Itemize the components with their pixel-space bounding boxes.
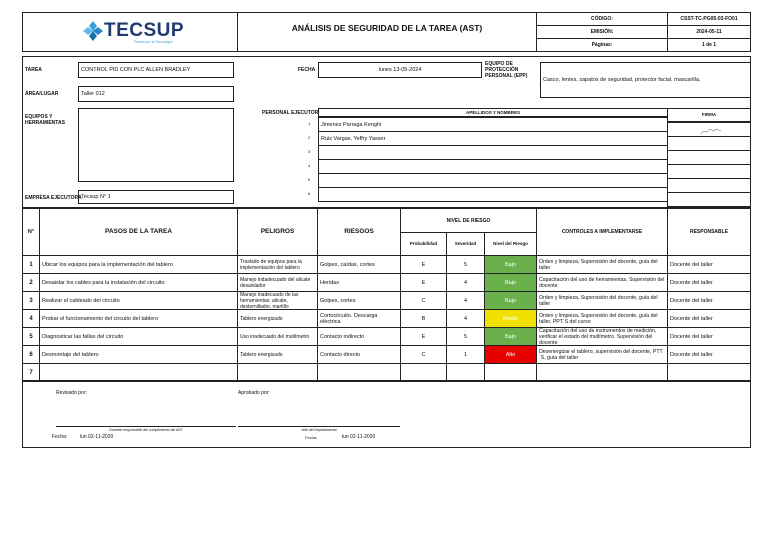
emision-value: 2024-05-11 bbox=[667, 25, 751, 39]
row-responsable: Docente del taller bbox=[667, 255, 751, 274]
row-nivel-riesgo: Bajo bbox=[484, 291, 537, 310]
row-nivel-riesgo: Medio bbox=[484, 309, 537, 328]
th-riesgos: RIESGOS bbox=[317, 208, 401, 256]
logo-tagline: Pasión por la Tecnología bbox=[134, 40, 173, 44]
equipos-box bbox=[78, 108, 234, 182]
paginas-label: Páginas: bbox=[536, 38, 668, 52]
row-severidad: 4 bbox=[446, 273, 485, 292]
th-nivel: NIVEL DE RIESGO bbox=[400, 208, 537, 233]
personal-row-number: 1 bbox=[308, 121, 311, 126]
row-responsable: Docente del taller bbox=[667, 309, 751, 328]
th-probabilidad: Probabilidad bbox=[400, 232, 447, 256]
row-peligro: Traslado de equipos para la implementación del tablero bbox=[237, 255, 318, 274]
row-probabilidad: C bbox=[400, 291, 447, 310]
row-riesgo: Contacto indirecto bbox=[317, 327, 401, 346]
row-number: 4 bbox=[22, 309, 40, 328]
footer-fecha-1: lun 02-11-2020 bbox=[80, 434, 114, 440]
row-severidad: 4 bbox=[446, 291, 485, 310]
row-nivel-riesgo: Bajo bbox=[484, 273, 537, 292]
personal-row-name: Jimenez Parraga Kenghi bbox=[318, 117, 668, 132]
row-number: 2 bbox=[22, 273, 40, 292]
row-control: Orden y limpieza, Supervisión del docente, guía del taller bbox=[536, 291, 668, 310]
personal-row-number: 4 bbox=[308, 163, 311, 168]
aprobado-label: Aprobado por: bbox=[238, 390, 270, 396]
row-peligro: Tablero energizado bbox=[237, 309, 318, 328]
row-responsable: Docente del taller bbox=[667, 273, 751, 292]
empresa-value: Tecsup N° 1 bbox=[78, 190, 234, 204]
row-paso: Probar el funcionamiento del circuito del tablero bbox=[39, 309, 238, 328]
tecsup-logo bbox=[82, 20, 192, 46]
row-riesgo: Contacto directo bbox=[317, 345, 401, 364]
row-nivel-riesgo: Alto bbox=[484, 345, 537, 364]
th-pasos: PASOS DE LA TAREA bbox=[39, 208, 238, 256]
row-number: 7 bbox=[22, 363, 40, 382]
personal-row-firma bbox=[667, 164, 751, 179]
row-responsable: Docente del taller bbox=[667, 291, 751, 310]
personal-row-number: 5 bbox=[308, 177, 311, 182]
th-responsable: RESPONSABLE bbox=[667, 208, 751, 256]
row-riesgo: Heridas bbox=[317, 273, 401, 292]
equipos-label: EQUIPOS Y HERRAMIENTAS bbox=[25, 114, 65, 126]
row-paso: Ubicar los equipos para la implementación del tablero bbox=[39, 255, 238, 274]
firma-header: FIRMA bbox=[667, 108, 751, 122]
row-peligro: Manejo inadecuado de las herramientas: alicate, destornillador, martillo bbox=[237, 291, 318, 310]
footer-fecha-label-1: Fecha: bbox=[52, 434, 68, 440]
row-severidad: 5 bbox=[446, 255, 485, 274]
personal-row-firma bbox=[667, 136, 751, 151]
revisado-label: Revisado por: bbox=[56, 390, 87, 396]
row-number: 1 bbox=[22, 255, 40, 274]
personal-row-name bbox=[318, 173, 668, 188]
area-value: Taller 012 bbox=[78, 86, 234, 102]
row-severidad: 5 bbox=[446, 327, 485, 346]
row-number: 6 bbox=[22, 345, 40, 364]
th-peligros: PELIGROS bbox=[237, 208, 318, 256]
row-probabilidad: E bbox=[400, 255, 447, 274]
row-riesgo: Cortocircuito. Descarga eléctrica bbox=[317, 309, 401, 328]
row-responsable: Docente del taller bbox=[667, 345, 751, 364]
personal-row-firma bbox=[667, 150, 751, 165]
row-peligro: Uso inadecuado del multímetro bbox=[237, 327, 318, 346]
fecha-label: FECHA bbox=[298, 67, 316, 73]
logo-text: TECSUP bbox=[104, 20, 185, 41]
row-probabilidad: B bbox=[400, 309, 447, 328]
row-paso: Desmontaje del tablero bbox=[39, 345, 238, 364]
row-severidad: 1 bbox=[446, 345, 485, 364]
tarea-value: CONTROL PID CON PLC ALLEN BRADLEY bbox=[78, 62, 234, 78]
personal-row-name: Ruiz Vargas, Yeffry Yasser bbox=[318, 131, 668, 146]
row-paso: Realizar el cableado del circuito bbox=[39, 291, 238, 310]
signature-line-docente bbox=[56, 426, 236, 427]
row-riesgo: Golpes, cortes bbox=[317, 291, 401, 310]
row-nivel-riesgo: Bajo bbox=[484, 327, 537, 346]
personal-row-name bbox=[318, 145, 668, 160]
th-nivel-riesgo: Nivel del Riesgo bbox=[484, 232, 537, 256]
logo-mark-icon bbox=[82, 20, 104, 42]
row-probabilidad: E bbox=[400, 327, 447, 346]
row-probabilidad: E bbox=[400, 273, 447, 292]
personal-row-number: 2 bbox=[308, 135, 311, 140]
codigo-label: CÓDIGO: bbox=[536, 12, 668, 26]
personal-row-name bbox=[318, 187, 668, 202]
row-peligro: Tablero energizado bbox=[237, 345, 318, 364]
docente-caption: Docente responsable del cumplimiento del AST bbox=[109, 428, 183, 432]
row-nivel-riesgo: Bajo bbox=[484, 255, 537, 274]
emision-label: EMISIÓN: bbox=[536, 25, 668, 39]
personal-row-firma bbox=[667, 178, 751, 193]
row-probabilidad: C bbox=[400, 345, 447, 364]
personal-row-name bbox=[318, 159, 668, 174]
row-severidad: 4 bbox=[446, 309, 485, 328]
personal-row-number: 6 bbox=[308, 191, 311, 196]
epp-value: Casco, lentes, zapatos de seguridad, protector facial, mascarilla. bbox=[540, 62, 751, 98]
personal-row-number: 3 bbox=[308, 149, 311, 154]
personal-ejecutor-label: PERSONAL EJECUTOR bbox=[262, 110, 319, 116]
footer-fecha-label-2: Fecha: bbox=[305, 435, 318, 440]
th-controles: CONTROLES A IMPLEMENTARSE bbox=[536, 208, 668, 256]
row-peligro: Manejo indadecuado del alicate desaislador bbox=[237, 273, 318, 292]
footer-box bbox=[22, 380, 751, 448]
row-number: 5 bbox=[22, 327, 40, 346]
th-severidad: Severidad bbox=[446, 232, 485, 256]
row-paso: Desaislar los cables para la instalación del circuito bbox=[39, 273, 238, 292]
personal-row-firma bbox=[667, 192, 751, 207]
epp-label: EQUIPO DE PROTECCIÓN PERSONAL (EPP) bbox=[485, 61, 528, 79]
signature-line-jefe bbox=[238, 426, 400, 427]
row-number: 3 bbox=[22, 291, 40, 310]
page-title: ANÁLISIS DE SEGURIDAD DE LA TAREA (AST) bbox=[291, 23, 483, 33]
row-responsable: Docente del taller bbox=[667, 327, 751, 346]
row-control: Desenergizar el tablero, supervisión del docente, PTT´S, guía del taller bbox=[536, 345, 668, 364]
empresa-label: EMPRESA EJECUTORA bbox=[25, 195, 82, 201]
footer-fecha-2: lun 02-11-2020 bbox=[342, 434, 376, 440]
paginas-value: 1 de 1 bbox=[667, 38, 751, 52]
row-control: Orden y limpieza, Supervisión del docente, guía del taller, PPT´S del curso bbox=[536, 309, 668, 328]
row-paso: Diagnosticar las fallas del circuito bbox=[39, 327, 238, 346]
apellidos-header: APELLIDOS Y NOMBRES bbox=[318, 108, 668, 117]
jefe-caption: Jefe del Departamento bbox=[301, 428, 337, 432]
signature-mark bbox=[700, 123, 722, 133]
row-control: Capacitación del uso de instrumentos de medición, verificar el estado del multímetro. Supervisión del docente bbox=[536, 327, 668, 346]
tarea-label: TAREA bbox=[25, 67, 42, 73]
codigo-value: CSST-TC-PG05-03-FO01 bbox=[667, 12, 751, 26]
row-control: Capacitación del uso de herramientas, Supervisión del docente bbox=[536, 273, 668, 292]
row-control: Orden y limpieza, Supervisión del docente, guía del taller bbox=[536, 255, 668, 274]
fecha-value: lunes 13-05-2024 bbox=[318, 62, 482, 78]
th-number: N° bbox=[22, 208, 40, 256]
area-label: ÁREA/LUGAR bbox=[25, 91, 59, 97]
row-riesgo: Golpes, caídas, cortes bbox=[317, 255, 401, 274]
